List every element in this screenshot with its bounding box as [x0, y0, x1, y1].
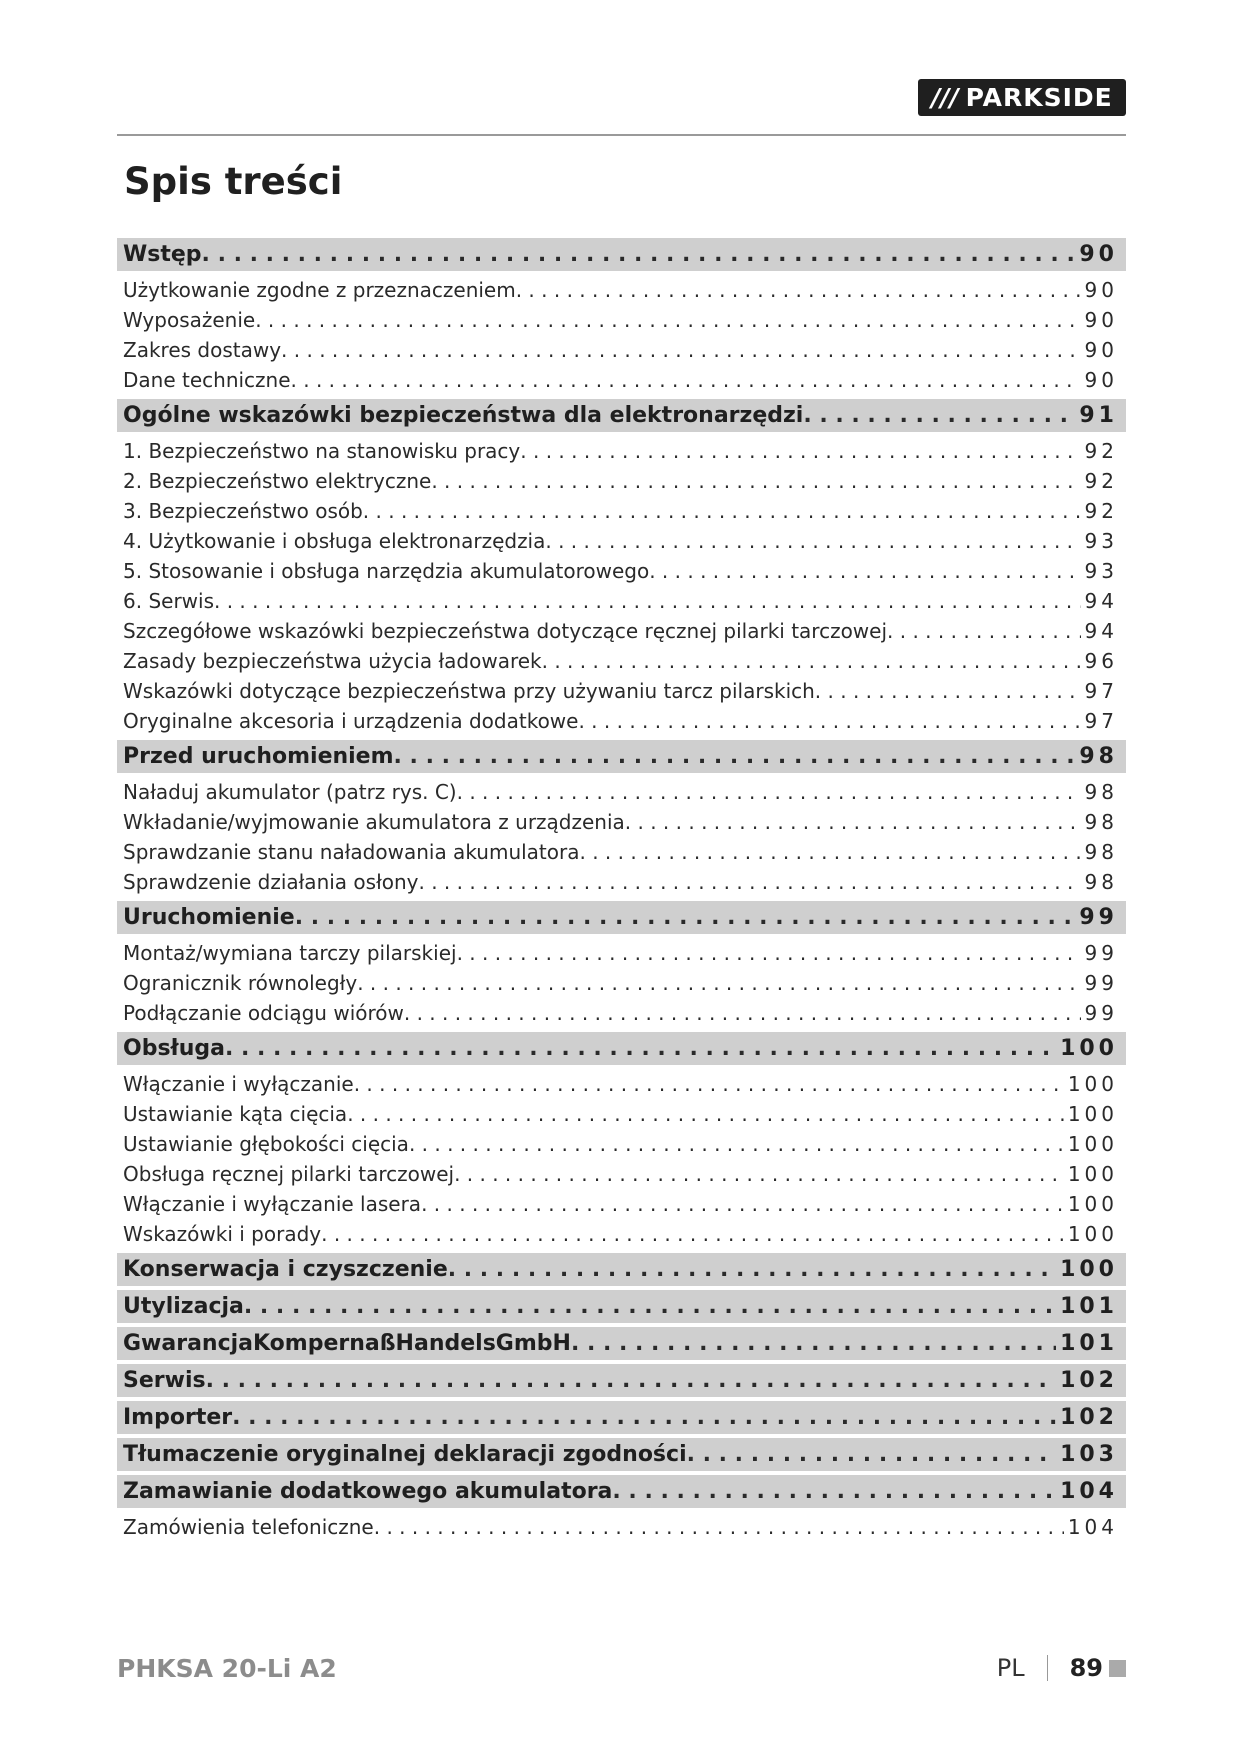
toc-entry-label: Oryginalne akcesoria i urządzenia dodatkowe: [123, 709, 579, 733]
toc-page-number: 90: [1084, 308, 1118, 332]
toc-page-number: 90: [1084, 338, 1118, 362]
toc-entry-row[interactable]: [117, 436, 1126, 466]
toc-entry-label: Obsługa: [123, 1036, 225, 1061]
footer-square-icon: [1109, 1660, 1126, 1677]
toc-entry-label: 2. Bezpieczeństwo elektryczne: [123, 469, 432, 493]
toc-dot-leader: [409, 1132, 1064, 1156]
toc-page-number: 101: [1060, 1331, 1118, 1356]
toc-entry-label: Zamówienia telefoniczne: [123, 1515, 374, 1539]
toc-page-number: 101: [1060, 1294, 1118, 1319]
toc-entry-label: Sprawdzenie działania osłony: [123, 870, 419, 894]
toc-page-number: 91: [1079, 403, 1118, 428]
toc-dot-leader: [354, 1072, 1064, 1096]
toc-page-number: 92: [1084, 439, 1118, 463]
toc-page-number: 100: [1067, 1102, 1118, 1126]
toc-entry-row[interactable]: [117, 1099, 1126, 1129]
toc-page-number: 100: [1067, 1072, 1118, 1096]
toc-entry-row[interactable]: [117, 837, 1126, 867]
toc-entry-label: Konserwacja i czyszczenie: [123, 1257, 448, 1282]
toc-dot-leader: [244, 1294, 1056, 1319]
toc-page-number: 97: [1084, 709, 1118, 733]
toc-entry-row[interactable]: [117, 676, 1126, 706]
toc-entry-row[interactable]: [117, 365, 1126, 395]
toc-dot-leader: [803, 403, 1075, 428]
toc-entry-label: Podłączanie odciągu wiórów: [123, 1001, 404, 1025]
toc-dot-leader: [571, 1331, 1056, 1356]
toc-entry-row[interactable]: [117, 1159, 1126, 1189]
toc-entry-label: Wskazówki dotyczące bezpieczeństwa przy używaniu tarcz pilarskich: [123, 679, 815, 703]
toc-page-number: 102: [1060, 1368, 1118, 1393]
toc-dot-leader: [578, 709, 1080, 733]
header-rule: [117, 134, 1126, 136]
toc-entry-row[interactable]: [117, 1189, 1126, 1219]
toc-dot-leader: [545, 529, 1080, 553]
toc-dot-leader: [206, 1368, 1056, 1393]
toc-page-number: 99: [1084, 1001, 1118, 1025]
toc-section-row[interactable]: [117, 1475, 1126, 1508]
toc-entry-label: Zasady bezpieczeństwa użycia ładowarek: [123, 649, 542, 673]
toc-dot-leader: [579, 840, 1080, 864]
toc-entry-row[interactable]: [117, 556, 1126, 586]
toc-entry-row[interactable]: [117, 867, 1126, 897]
footer-separator: [1047, 1655, 1048, 1681]
toc-entry-label: 4. Użytkowanie i obsługa elektronarzędzia: [123, 529, 546, 553]
toc-dot-leader: [255, 308, 1080, 332]
toc-entry-label: Wkładanie/wyjmowanie akumulatora z urządzenia: [123, 810, 625, 834]
toc-entry-label: Wstęp: [123, 242, 202, 267]
toc-page-number: 99: [1079, 905, 1118, 930]
toc-dot-leader: [887, 619, 1081, 643]
toc-entry-row[interactable]: [117, 526, 1126, 556]
toc-dot-leader: [357, 971, 1080, 995]
toc-page-number: 100: [1067, 1192, 1118, 1216]
toc-dot-leader: [214, 589, 1081, 613]
toc-dot-leader: [815, 679, 1081, 703]
toc-entry-label: GwarancjaKompernaßHandelsGmbH: [123, 1331, 571, 1356]
toc-page-number: 93: [1084, 559, 1118, 583]
page-title: Spis treści: [124, 160, 343, 203]
toc-dot-leader: [625, 810, 1081, 834]
toc-dot-leader: [612, 1479, 1056, 1504]
toc-entry-label: 6. Serwis: [123, 589, 214, 613]
toc-dot-leader: [225, 1036, 1056, 1061]
toc-dot-leader: [516, 278, 1081, 302]
toc-page-number: 104: [1067, 1515, 1118, 1539]
toc-page-number: 97: [1084, 679, 1118, 703]
toc-dot-leader: [291, 368, 1081, 392]
footer-page-number: 89: [1069, 1654, 1103, 1682]
toc-dot-leader: [542, 649, 1081, 673]
toc-entry-label: Ustawianie kąta cięcia: [123, 1102, 348, 1126]
toc-section-row[interactable]: [117, 1438, 1126, 1471]
toc-entry-row[interactable]: [117, 1512, 1126, 1542]
toc-dot-leader: [520, 439, 1080, 463]
toc-entry-row[interactable]: [117, 275, 1126, 305]
toc-entry-row[interactable]: [117, 777, 1126, 807]
toc-entry-label: Użytkowanie zgodne z przeznaczeniem: [123, 278, 516, 302]
toc-entry-label: Szczegółowe wskazówki bezpieczeństwa dotyczące ręcznej pilarki tarczowej: [123, 619, 888, 643]
toc-page-number: 100: [1067, 1222, 1118, 1246]
toc-entry-label: Importer: [123, 1405, 233, 1430]
toc-dot-leader: [454, 1162, 1064, 1186]
toc-entry-label: Wskazówki i porady: [123, 1222, 322, 1246]
toc-entry-label: Włączanie i wyłączanie lasera: [123, 1192, 422, 1216]
toc-section-row[interactable]: [117, 1290, 1126, 1323]
toc-entry-label: 5. Stosowanie i obsługa narzędzia akumulatorowego: [123, 559, 650, 583]
toc-page-number: 93: [1084, 529, 1118, 553]
toc-dot-leader: [419, 870, 1081, 894]
toc-page-number: 100: [1067, 1162, 1118, 1186]
toc-page-number: 100: [1060, 1257, 1118, 1282]
toc-entry-row[interactable]: [117, 496, 1126, 526]
footer-language: PL: [996, 1654, 1025, 1682]
toc-dot-leader: [232, 1405, 1056, 1430]
toc-entry-label: Tłumaczenie oryginalnej deklaracji zgodności: [123, 1442, 687, 1467]
toc-dot-leader: [431, 469, 1080, 493]
toc-dot-leader: [404, 1001, 1081, 1025]
toc-entry-row[interactable]: [117, 586, 1126, 616]
toc-entry-row[interactable]: [117, 1069, 1126, 1099]
toc-page-number: 99: [1084, 971, 1118, 995]
toc-section-row[interactable]: [117, 740, 1126, 773]
toc-entry-row[interactable]: [117, 466, 1126, 496]
toc-section-row[interactable]: [117, 901, 1126, 934]
toc-section-row[interactable]: [117, 1327, 1126, 1360]
toc-page-number: 92: [1084, 469, 1118, 493]
toc-page-number: 94: [1084, 589, 1118, 613]
toc-dot-leader: [321, 1222, 1064, 1246]
parkside-logo: [918, 79, 1126, 116]
toc-entry-label: Dane techniczne: [123, 368, 291, 392]
toc-page-number: 100: [1060, 1036, 1118, 1061]
toc-page-number: 90: [1084, 278, 1118, 302]
toc-entry-label: 1. Bezpieczeństwo na stanowisku pracy: [123, 439, 521, 463]
toc-page-number: 94: [1084, 619, 1118, 643]
toc-entry-row[interactable]: [117, 616, 1126, 646]
toc-entry-row[interactable]: [117, 706, 1126, 736]
toc-page-number: 98: [1084, 840, 1118, 864]
toc-section-row[interactable]: [117, 1364, 1126, 1397]
toc-dot-leader: [421, 1192, 1064, 1216]
toc-dot-leader: [347, 1102, 1064, 1126]
toc-entry-row[interactable]: [117, 646, 1126, 676]
toc-entry-row[interactable]: [117, 305, 1126, 335]
toc-section-row[interactable]: [117, 1401, 1126, 1434]
table-of-contents: [117, 234, 1126, 1542]
toc-entry-label: Naładuj akumulator (patrz rys. C): [123, 780, 457, 804]
toc-page-number: 104: [1060, 1479, 1118, 1504]
footer-model: PHKSA 20-Li A2: [117, 1654, 337, 1683]
toc-entry-label: Włączanie i wyłączanie: [123, 1072, 354, 1096]
toc-dot-leader: [374, 1515, 1064, 1539]
logo-text: PARKSIDE: [965, 83, 1113, 112]
toc-entry-label: Zakres dostawy: [123, 338, 282, 362]
toc-entry-row[interactable]: [117, 998, 1126, 1028]
toc-dot-leader: [394, 744, 1076, 769]
toc-dot-leader: [202, 242, 1076, 267]
toc-entry-label: Ustawianie głębokości cięcia: [123, 1132, 409, 1156]
toc-page-number: 98: [1084, 810, 1118, 834]
toc-entry-row[interactable]: [117, 335, 1126, 365]
toc-entry-label: Zamawianie dodatkowego akumulatora: [123, 1479, 613, 1504]
toc-entry-row[interactable]: [117, 968, 1126, 998]
toc-page-number: 103: [1060, 1442, 1118, 1467]
toc-entry-label: Sprawdzanie stanu naładowania akumulatora: [123, 840, 580, 864]
toc-dot-leader: [687, 1442, 1056, 1467]
toc-page-number: 98: [1084, 780, 1118, 804]
toc-page-number: 102: [1060, 1405, 1118, 1430]
toc-dot-leader: [457, 780, 1081, 804]
toc-dot-leader: [457, 941, 1081, 965]
logo-slashes: ///: [931, 83, 959, 112]
toc-entry-label: Przed uruchomieniem: [123, 744, 394, 769]
toc-section-row[interactable]: [117, 238, 1126, 271]
toc-dot-leader: [363, 499, 1081, 523]
toc-dot-leader: [295, 905, 1076, 930]
toc-dot-leader: [448, 1257, 1056, 1282]
toc-entry-row[interactable]: [117, 1129, 1126, 1159]
toc-entry-row[interactable]: [117, 1219, 1126, 1249]
toc-dot-leader: [649, 559, 1080, 583]
toc-entry-label: Serwis: [123, 1368, 206, 1393]
footer-pagination: [997, 1654, 1126, 1682]
toc-page-number: 90: [1084, 368, 1118, 392]
toc-entry-label: Wyposażenie: [123, 308, 256, 332]
toc-entry-label: Ogólne wskazówki bezpieczeństwa dla elektronarzędzi: [123, 403, 804, 428]
toc-entry-label: Obsługa ręcznej pilarki tarczowej: [123, 1162, 455, 1186]
toc-entry-label: Montaż/wymiana tarczy pilarskiej: [123, 941, 457, 965]
toc-entry-label: Ogranicznik równoległy: [123, 971, 358, 995]
toc-page-number: 98: [1084, 870, 1118, 894]
toc-page-number: 92: [1084, 499, 1118, 523]
toc-page-number: 98: [1079, 744, 1118, 769]
toc-entry-label: Uruchomienie: [123, 905, 295, 930]
toc-entry-row[interactable]: [117, 938, 1126, 968]
toc-section-row[interactable]: [117, 1253, 1126, 1286]
toc-dot-leader: [281, 338, 1081, 362]
toc-page-number: 96: [1084, 649, 1118, 673]
toc-entry-row[interactable]: [117, 807, 1126, 837]
toc-page-number: 90: [1079, 242, 1118, 267]
toc-entry-label: Utylizacja: [123, 1294, 244, 1319]
toc-entry-label: 3. Bezpieczeństwo osób: [123, 499, 363, 523]
toc-page-number: 99: [1084, 941, 1118, 965]
toc-section-row[interactable]: [117, 399, 1126, 432]
toc-page-number: 100: [1067, 1132, 1118, 1156]
toc-section-row[interactable]: [117, 1032, 1126, 1065]
